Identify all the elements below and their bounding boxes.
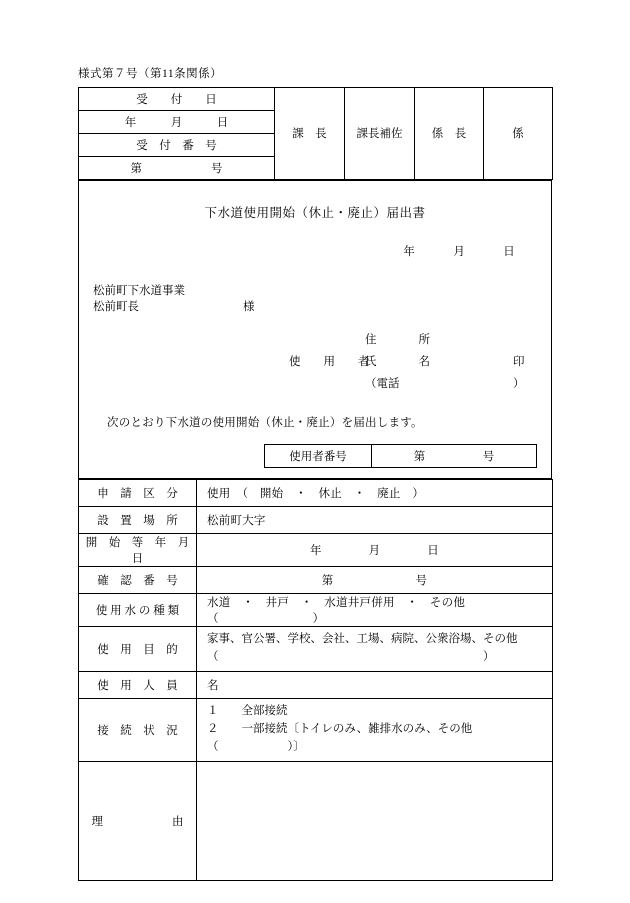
field-label-confirmation-number: 確 認 番 号 xyxy=(79,567,197,594)
approval-col-section-chief: 課 長 xyxy=(275,87,345,179)
receipt-date-value: 年 月 日 xyxy=(79,110,275,133)
field-label-application-type: 申 請 区 分 xyxy=(79,480,197,507)
field-value-water-type: 水道 ・ 井戸 ・ 水道井戸併用 ・ その他（ ） xyxy=(197,594,553,627)
date-month: 月 xyxy=(453,245,466,258)
applicant-label: 使 用 者 xyxy=(289,356,376,369)
field-value-connection-status xyxy=(197,699,553,761)
connection-line-1: １ 全部接続 xyxy=(207,705,288,718)
field-value-occupants: 名 xyxy=(197,672,553,699)
field-label-occupants: 使 用 人 員 xyxy=(79,672,197,699)
date-year: 年 xyxy=(403,245,416,258)
table-row xyxy=(265,445,537,468)
table-row xyxy=(79,761,553,880)
field-label-water-type: 使 用 水 の 種 類 xyxy=(79,594,197,627)
user-number-value: 第 号 xyxy=(372,445,537,468)
applicant-phone-close: ） xyxy=(513,378,525,391)
addressee-organization: 松前町下水道事業 xyxy=(93,284,185,297)
applicant-address-label: 住 所 xyxy=(365,334,437,347)
table-row xyxy=(79,699,553,761)
main-body-table xyxy=(78,180,552,479)
table-row xyxy=(79,507,553,534)
table-row xyxy=(79,87,553,110)
body-cell xyxy=(79,180,552,478)
field-label-reason: 理 由 xyxy=(79,761,197,880)
form-number: 様式第７号（第11条関係） xyxy=(78,68,223,80)
field-value-reason xyxy=(197,761,553,880)
purpose-line-1: 家事、官公署、学校、会社、工場、病院、公衆浴場、その他 xyxy=(207,633,518,646)
applicant-block xyxy=(93,332,537,406)
approval-col-staff: 係 xyxy=(484,87,553,179)
table-row xyxy=(79,534,553,567)
receipt-date-label: 受 付 日 xyxy=(79,87,275,110)
field-value-application-type: 使用 （ 開始 ・ 休止 ・ 廃止 ） xyxy=(197,480,553,507)
applicant-phone-label: （電話 xyxy=(365,378,400,391)
addressee-honorific: 様 xyxy=(243,301,255,314)
connection-line-2: ２ 一部接続〔トイレのみ、雑排水のみ、その他（ ）〕 xyxy=(207,722,473,753)
detail-fields-table xyxy=(78,479,553,880)
receipt-number-label: 受 付 番 号 xyxy=(79,133,275,156)
user-number-label: 使用者番号 xyxy=(265,445,372,468)
addressee-block xyxy=(93,283,537,316)
receipt-header-table xyxy=(78,87,553,180)
applicant-name-label: 氏 名 xyxy=(365,356,437,369)
addressee-line2 xyxy=(93,299,537,316)
field-value-start-date: 年 月 日 xyxy=(197,534,553,567)
field-label-connection-status: 接 続 状 況 xyxy=(79,699,197,761)
applicant-seal-label: 印 xyxy=(513,356,525,369)
date-day: 日 xyxy=(503,245,515,258)
purpose-line-2: （ ） xyxy=(207,651,495,664)
document-title: 下水道使用開始（休止・廃止）届出書 xyxy=(204,205,426,220)
field-label-location: 設 置 場 所 xyxy=(79,507,197,534)
table-row xyxy=(79,594,553,627)
table-row xyxy=(79,480,553,507)
statement-text: 次のとおり下水道の使用開始（休止・廃止）を届出します。 xyxy=(107,417,423,430)
user-number-wrap xyxy=(93,444,537,468)
approval-col-deputy-chief: 課長補佐 xyxy=(345,87,415,179)
field-label-purpose: 使 用 目 的 xyxy=(79,627,197,672)
addressee-name: 松前町長 xyxy=(93,301,139,314)
date-line xyxy=(93,243,537,259)
table-row xyxy=(79,627,553,672)
table-row xyxy=(79,567,553,594)
field-value-confirmation-number: 第 号 xyxy=(197,567,553,594)
user-number-table xyxy=(264,444,537,468)
table-row xyxy=(79,180,552,478)
form-body xyxy=(78,68,552,881)
receipt-number-value: 第 号 xyxy=(79,156,275,179)
field-value-purpose xyxy=(197,627,553,672)
table-row xyxy=(79,672,553,699)
field-value-location: 松前町大字 xyxy=(197,507,553,534)
field-label-start-date: 開 始 等 年 月 日 xyxy=(79,534,197,567)
approval-col-subsection-chief: 係 長 xyxy=(415,87,484,179)
